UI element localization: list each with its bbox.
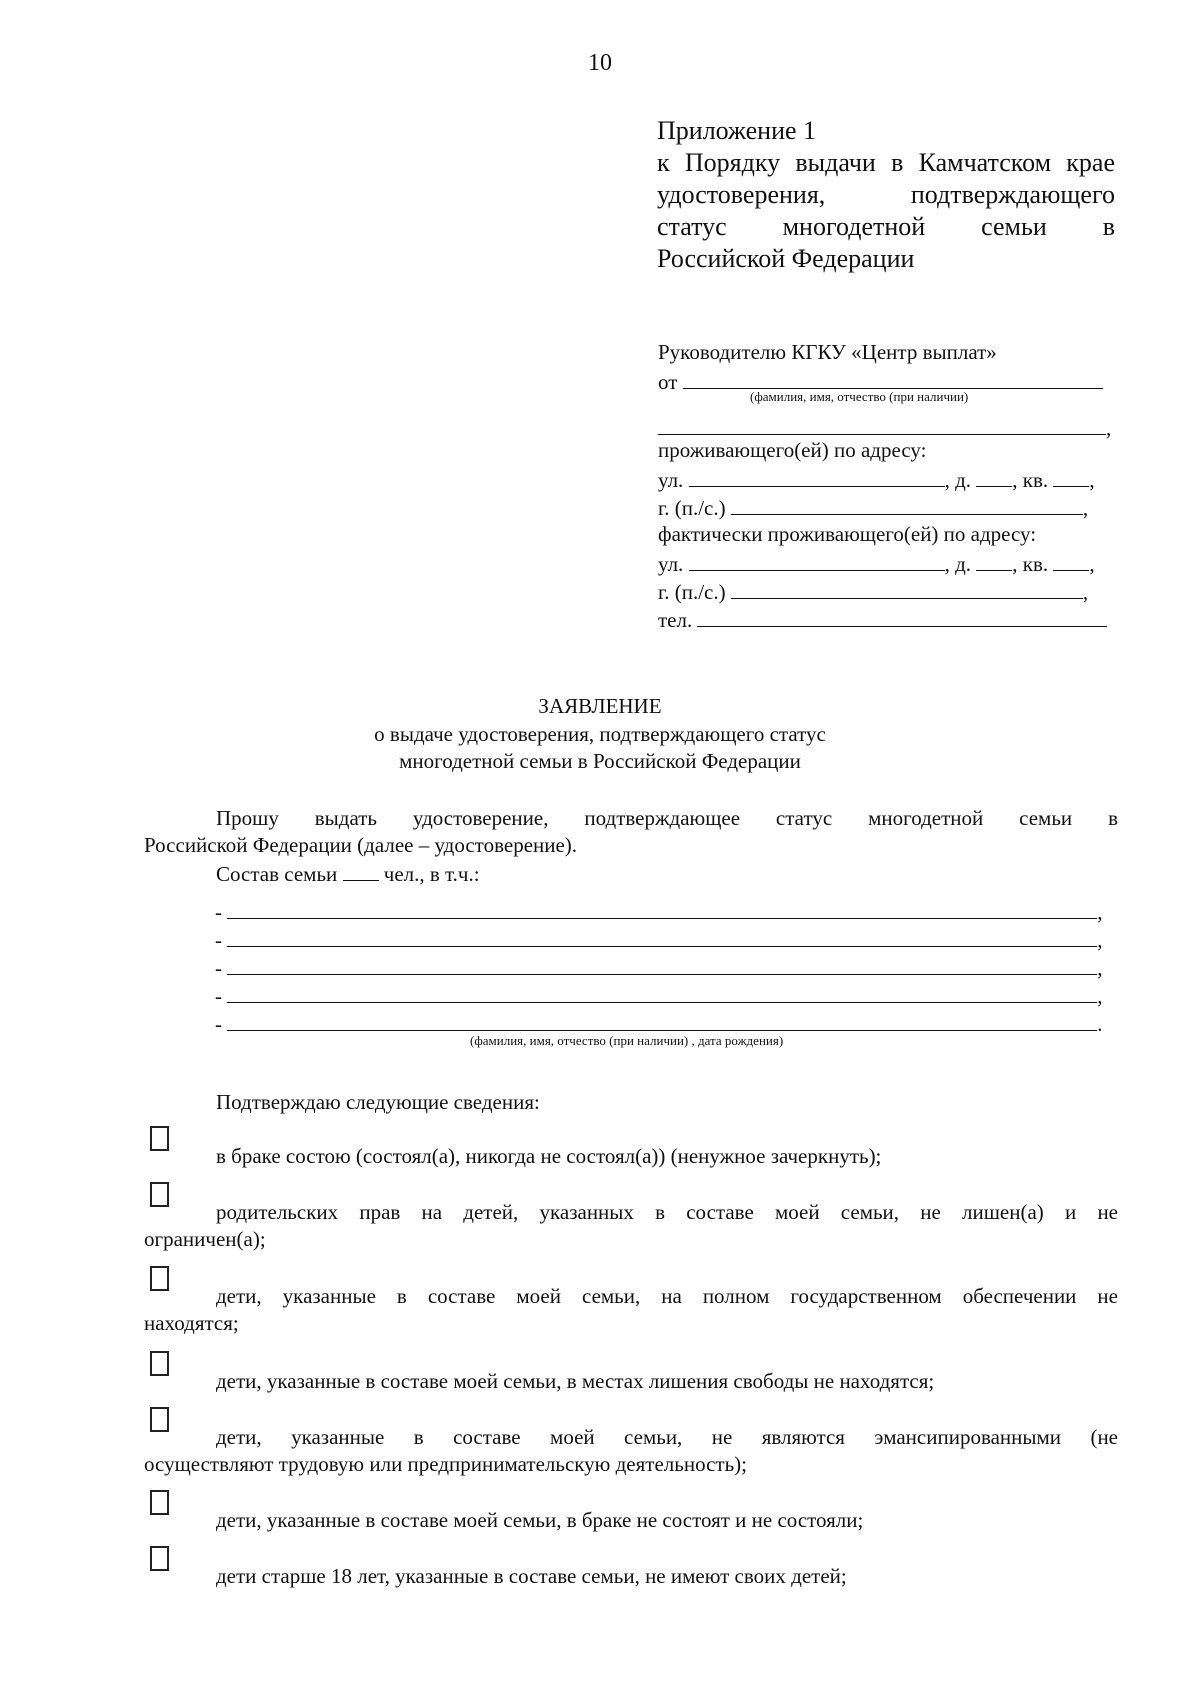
- appendix-line: удостоверения, подтверждающего: [657, 180, 1115, 209]
- residing-label: проживающего(ей) по адресу:: [658, 438, 927, 462]
- appendix-line: Российской Федерации: [657, 244, 915, 273]
- phone-label: тел.: [658, 608, 693, 632]
- confirmation-item: [144, 1286, 1118, 1340]
- confirmation-item: [144, 1202, 1118, 1256]
- confirmation-text-cont: ограничен(а);: [144, 1227, 266, 1251]
- comma: ,: [1082, 496, 1089, 520]
- confirmation-item: [216, 1371, 1118, 1398]
- confirmation-item: [216, 1510, 1118, 1537]
- confirmation-checkbox[interactable]: [150, 1490, 169, 1515]
- apartment-label: , кв.: [1012, 552, 1049, 576]
- city-label: г. (п./с.): [658, 580, 726, 604]
- confirmation-text: дети старше 18 лет, указанные в составе семьи, не имеют своих детей;: [216, 1564, 847, 1588]
- confirmation-item: [216, 1146, 1118, 1173]
- name-caption: (фамилия, имя, отчество (при наличии): [750, 389, 969, 404]
- members-caption: (фамилия, имя, отчество (при наличии) , дата рождения): [470, 1033, 784, 1048]
- street-label: ул.: [658, 468, 684, 492]
- heading-subtitle-1: о выдаче удостоверения, подтверждающего статус: [374, 722, 826, 746]
- comma: ,: [1097, 984, 1103, 1008]
- confirmation-checkbox[interactable]: [150, 1546, 169, 1571]
- confirmation-text: дети, указанные в составе моей семьи, в браке не состоят и не состояли;: [216, 1508, 864, 1532]
- confirm-intro: Подтверждаю следующие сведения:: [216, 1090, 540, 1114]
- confirmation-text: в браке состою (состоял(а), никогда не состоял(а)) (ненужное зачеркнуть);: [216, 1144, 882, 1168]
- actual-residing-label: фактически проживающего(ей) по адресу:: [658, 522, 1037, 546]
- confirmation-text: дети, указанные в составе моей семьи, на полном государственном обеспечении не: [216, 1284, 1118, 1308]
- confirmation-text: дети, указанные в составе моей семьи, не являются эмансипированными (не: [216, 1425, 1118, 1449]
- confirmation-item: [144, 1427, 1118, 1481]
- appendix-line: к Порядку выдачи в Камчатском крае: [657, 148, 1115, 177]
- apartment-label: , кв.: [1012, 468, 1049, 492]
- house-label: , д.: [944, 552, 971, 576]
- house-label: , д.: [944, 468, 971, 492]
- family-label: Состав семьи: [216, 862, 338, 886]
- confirmation-checkbox[interactable]: [150, 1126, 169, 1151]
- addressee-to: Руководителю КГКУ «Центр выплат»: [658, 340, 997, 364]
- street-label: ул.: [658, 552, 684, 576]
- confirmation-text: дети, указанные в составе моей семьи, в местах лишения свободы не находятся;: [216, 1369, 935, 1393]
- comma: ,: [1097, 900, 1103, 924]
- comma: ,: [1106, 416, 1112, 440]
- comma: ,: [1089, 468, 1095, 492]
- confirmation-checkbox[interactable]: [150, 1351, 169, 1376]
- request-line-1: Прошу выдать удостоверение, подтверждающее статус многодетной семьи в: [216, 806, 1118, 830]
- dash: -: [215, 1012, 222, 1036]
- appendix-title: Приложение 1: [657, 116, 817, 145]
- confirmation-text-cont: находятся;: [144, 1311, 239, 1335]
- dash: -: [215, 956, 222, 980]
- comma: ,: [1082, 580, 1089, 604]
- heading-subtitle-2: многодетной семьи в Российской Федерации: [399, 749, 801, 773]
- family-suffix: чел., в т.ч.:: [383, 862, 480, 886]
- city-label: г. (п./с.): [658, 496, 726, 520]
- period: .: [1097, 1012, 1103, 1036]
- request-line-2: Российской Федерации (далее – удостоверение).: [144, 833, 578, 857]
- comma: ,: [1089, 552, 1095, 576]
- page-number: 10: [588, 50, 612, 76]
- comma: ,: [1097, 928, 1103, 952]
- comma: ,: [1097, 956, 1103, 980]
- dash: -: [215, 984, 222, 1008]
- heading-title: ЗАЯВЛЕНИЕ: [538, 694, 662, 718]
- dash: -: [215, 900, 222, 924]
- confirmation-item: [216, 1566, 1118, 1593]
- from-label: от: [658, 370, 678, 394]
- confirmation-text-cont: осуществляют трудовую или предпринимательскую деятельность);: [144, 1452, 748, 1476]
- appendix-line: статус многодетной семьи в: [657, 212, 1115, 241]
- confirmation-text: родительских прав на детей, указанных в составе моей семьи, не лишен(а) и не: [216, 1200, 1118, 1224]
- dash: -: [215, 928, 222, 952]
